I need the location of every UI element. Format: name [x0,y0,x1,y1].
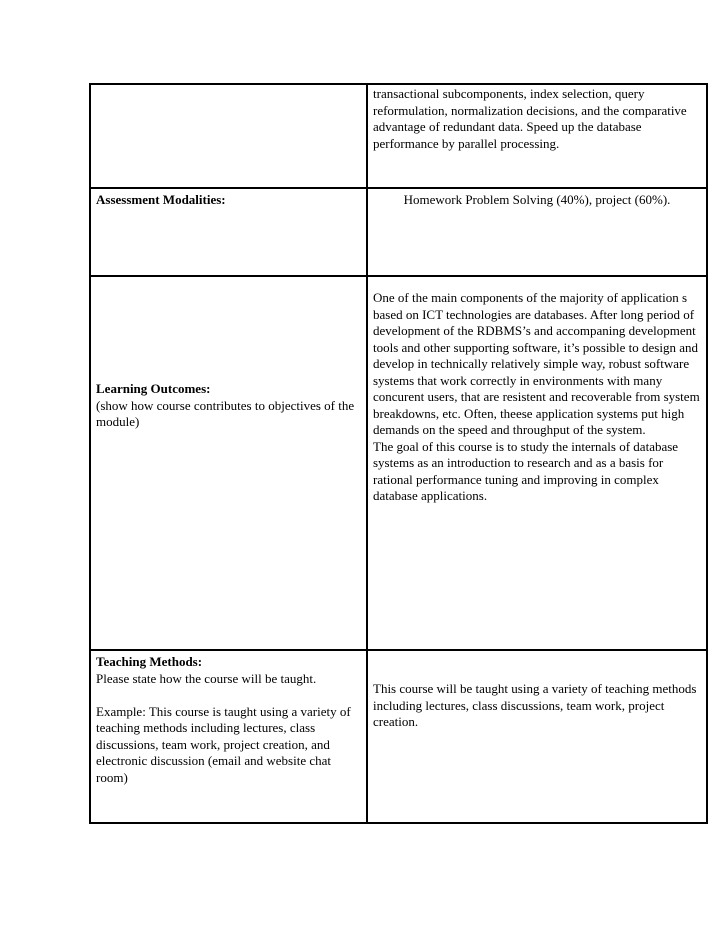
learning-outcomes-label-cell [90,276,367,650]
assessment-value: Homework Problem Solving (40%), project (60%). [403,192,671,207]
learning-outcomes-value: One of the main components of the majority of application s based on ICT technologies are databases. After long period of development of the RDBMS’s and accompaning development tools and other supporting software, it’s possible to design and develop in technically relatively simple way, robust software systems that work correctly in environments with many concurent users, that are resistent and recoverable from system breakdowns, etc. Often, theese application systems put high demands on the speed and throughput of the system. The goal of this course is to study the internals of database systems as an introduction to research and as a basis for rational performance tuning and improving in complex database applications. [373,290,700,503]
table-row-assessment [90,188,707,276]
teaching-methods-label: Teaching Methods: [96,654,203,669]
table-row-teaching-methods [90,650,707,823]
course-table [89,83,708,824]
row1-value-cell [367,84,707,188]
teaching-methods-instruction: Please state how the course will be taught. [96,670,317,686]
row1-label-cell [90,84,367,188]
row1-value-text: transactional subcomponents, index selection, query reformulation, normalization decisions, and the comparative advantage of redundant data. Speed up the database performance by parallel processing. [373,86,687,151]
learning-outcomes-sublabel: (show how course contributes to objectives of the module) [96,397,355,429]
assessment-value-cell [367,188,707,276]
assessment-label: Assessment Modalities: [96,192,226,207]
blank-line-spacer [96,687,361,704]
teaching-methods-label-cell [90,650,367,823]
teaching-methods-value-cell [367,650,707,823]
assessment-label-cell [90,188,367,276]
teaching-methods-example: Example: This course is taught using a variety of teaching methods including lectures, class discussions, team work, project creation, and electronic discussion (email and website chat room) [96,703,351,785]
table-row-continuation [90,84,707,188]
learning-outcomes-value-cell [367,276,707,650]
teaching-methods-value: This course will be taught using a variety of teaching methods including lectures, class discussions, team work, project creation. [373,681,697,729]
table-row-learning-outcomes [90,276,707,650]
learning-outcomes-label: Learning Outcomes: [96,381,211,396]
